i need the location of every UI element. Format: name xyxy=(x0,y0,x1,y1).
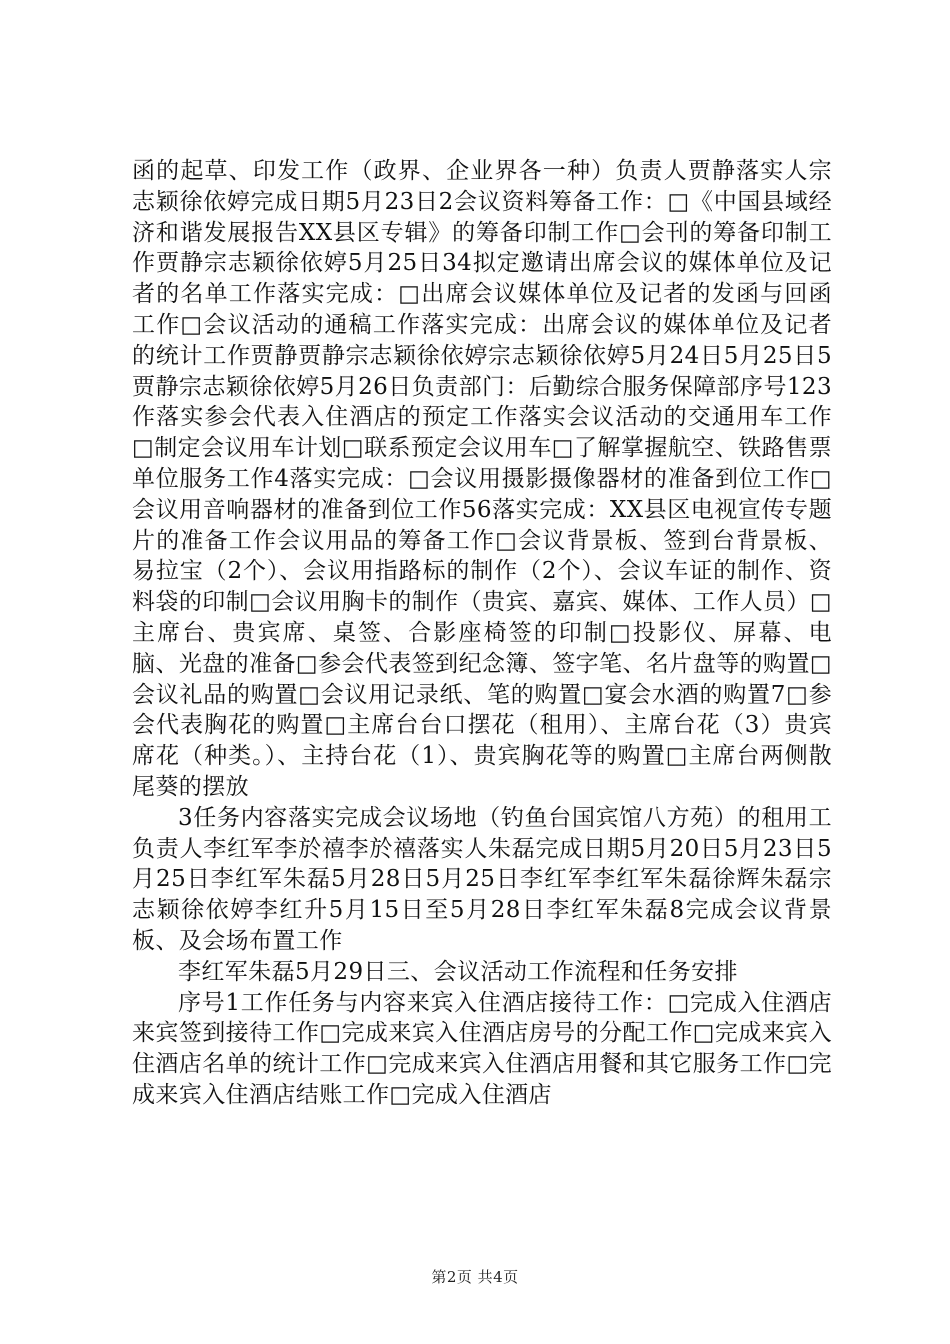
document-body xyxy=(132,156,832,1111)
paragraph-reception-tasks: 序号1工作任务与内容来宾入住酒店接待工作：□完成入住酒店来宾签到接待工作□完成来宾入住酒店房号的分配工作□完成来宾入住酒店名单的统计工作□完成来宾入住酒店用餐和其它服务工作□完成来宾入住酒店结账工作□完成入住酒店 xyxy=(132,989,832,1108)
page-number-footer: 第2页 共4页 xyxy=(431,1268,519,1286)
paragraph-venue-tasks: 3任务内容落实完成会议场地（钓鱼台国宾馆八方苑）的租用工负责人李红军李於禧李於禧落实人朱磊完成日期5月20日5月23日5月25日李红军朱磊5月28日5月25日李红军李红军朱磊徐辉朱磊宗志颖徐依婷李红升5月15日至5月28日李红军朱磊8完成会议背景板、及会场布置工作 xyxy=(132,804,832,954)
paragraph-section-heading: 李红军朱磊5月29日三、会议活动工作流程和任务安排 xyxy=(178,958,738,985)
paragraph-continued: 函的起草、印发工作（政界、企业界各一种）负责人贾静落实人宗志颖徐依婷完成日期5月23日2会议资料筹备工作：□《中国县域经济和谐发展报告XX县区专辑》的筹备印制工作□会刊的筹备印制工作贾静宗志颖徐依婷5月25日34拟定邀请出席会议的媒体单位及记者的名单工作落实完成：□出席会议媒体单位及记者的发函与回函工作□会议活动的通稿工作落实完成：出席会议的媒体单位及记者的统计工作贾静贾静宗志颖徐依婷宗志颖徐依婷5月24日5月25日5贾静宗志颖徐依婷5月26日负责部门：后勤综合服务保障部序号123作落实参会代表入住酒店的预定工作落实会议活动的交通用车工作□制定会议用车计划□联系预定会议用车□了解掌握航空、铁路售票单位服务工作4落实完成：□会议用摄影摄像器材的准备到位工作□会议用音响器材的准备到位工作56落实完成：XX县区电视宣传专题片的准备工作会议用品的筹备工作□会议背景板、签到台背景板、易拉宝（2个）、会议用指路标的制作（2个）、会议车证的制作、资料袋的印制□会议用胸卡的制作（贵宾、嘉宾、媒体、工作人员）□主席台、贵宾席、桌签、合影座椅签的印制□投影仪、屏幕、电脑、光盘的准备□参会代表签到纪念簿、签字笔、名片盘等的购置□会议礼品的购置□会议用记录纸、笔的购置□宴会水酒的购置7□参会代表胸花的购置□主席台台口摆花（租用）、主席台花（3）贵宾席花（种类。）、主持台花（1）、贵宾胸花等的购置□主席台两侧散尾葵的摆放 xyxy=(132,158,832,800)
